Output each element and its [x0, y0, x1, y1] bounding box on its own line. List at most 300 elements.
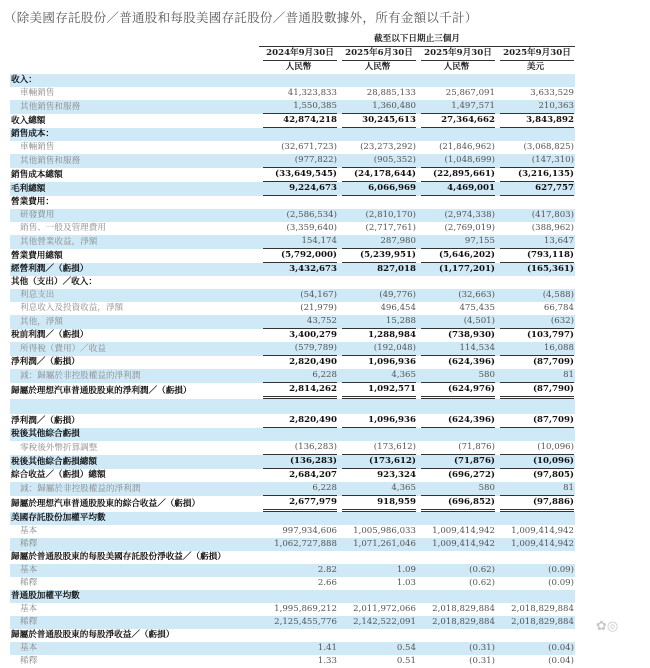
row-value [338, 399, 417, 414]
value-text: (71,876) [421, 455, 495, 469]
value-text [263, 276, 337, 289]
row-value [417, 302, 496, 315]
row-value [417, 577, 496, 590]
table-row [10, 455, 575, 469]
value-text: 1,288,984 [368, 330, 416, 340]
value-text: (0.04) [548, 643, 574, 653]
value-text [342, 74, 416, 87]
row-value [259, 525, 338, 538]
value-text: 0.51 [396, 656, 416, 666]
value-text [342, 590, 416, 603]
column-currency: 人民幣 [338, 61, 417, 74]
value-text: 3,432,673 [289, 264, 337, 274]
row-value [338, 235, 417, 249]
value-text: 15,288 [342, 315, 416, 329]
row-value [338, 289, 417, 302]
table-row [10, 469, 575, 482]
row-label: 收入： [10, 74, 259, 87]
row-value [417, 356, 496, 369]
table-row [10, 399, 575, 414]
row-label: 稅後其他綜合虧損總額 [10, 455, 259, 469]
table-row [10, 74, 575, 87]
row-value [417, 441, 496, 455]
row-value [417, 209, 496, 222]
row-value [417, 128, 496, 141]
row-value [259, 414, 338, 428]
row-value [496, 315, 575, 329]
value-text: (0.09) [548, 578, 574, 588]
row-value [338, 482, 417, 496]
table-row [10, 383, 575, 399]
value-text: (97,805) [532, 470, 574, 480]
value-text: (71,876) [421, 441, 495, 455]
row-value [338, 414, 417, 428]
value-text [500, 551, 574, 564]
row-value [259, 196, 338, 209]
header-period-row [10, 33, 575, 47]
value-text: (388,962) [531, 223, 574, 233]
row-value [259, 222, 338, 235]
table-row [10, 222, 575, 235]
value-text [500, 196, 574, 209]
row-value [496, 590, 575, 603]
table-row [10, 428, 575, 441]
row-value [496, 496, 575, 512]
value-text: (87,790) [500, 383, 574, 399]
row-value [259, 428, 338, 441]
value-text: 210,363 [500, 100, 574, 114]
value-text: (173,612) [342, 441, 416, 455]
value-text [263, 400, 337, 413]
row-value [496, 128, 575, 141]
row-value [338, 315, 417, 329]
value-text: (624,396) [447, 357, 495, 367]
row-value [259, 551, 338, 564]
row-label: 利息收入及投資收益，淨額 [20, 303, 124, 313]
table-row [10, 551, 575, 564]
value-text: (103,797) [526, 330, 574, 340]
column-currency: 人民幣 [259, 61, 338, 74]
row-value [417, 249, 496, 263]
value-text: 1,009,414,942 [511, 526, 574, 536]
row-label: 零稅後外幣折算調整 [20, 442, 98, 453]
row-value [259, 369, 338, 383]
value-text: (0.09) [548, 565, 574, 575]
row-value [259, 629, 338, 642]
value-text: (1,048,699) [421, 154, 495, 168]
value-text [421, 629, 495, 642]
value-text: 2,018,829,884 [511, 604, 574, 614]
row-value [417, 196, 496, 209]
row-value [496, 525, 575, 538]
value-text: 1,009,414,942 [432, 539, 495, 549]
row-value [417, 276, 496, 289]
value-text: (5,646,202) [421, 249, 495, 263]
row-value [417, 551, 496, 564]
row-value [259, 356, 338, 369]
row-value [496, 196, 575, 209]
row-label: 其他營業收益，淨額 [10, 235, 259, 249]
row-label: 營業費用總額 [11, 250, 63, 261]
value-text: 923,324 [377, 470, 416, 480]
row-value [417, 512, 496, 525]
value-text: 41,323,833 [287, 88, 337, 98]
value-text: (4,588) [542, 290, 574, 300]
income-statement-table [10, 33, 575, 668]
row-value [259, 590, 338, 603]
table-row [10, 525, 575, 538]
row-label: 其他銷售和服務 [10, 100, 259, 114]
value-text: 27,364,662 [421, 114, 495, 128]
value-text: (696,852) [421, 496, 495, 512]
row-value [417, 455, 496, 469]
row-value [338, 196, 417, 209]
table-row [10, 616, 575, 629]
row-value [259, 577, 338, 590]
row-value [338, 642, 417, 655]
row-value [259, 141, 338, 154]
value-text: 25,867,091 [445, 88, 495, 98]
table-row [10, 564, 575, 577]
column-currency: 美元 [496, 61, 575, 74]
value-text: (2,769,019) [444, 223, 495, 233]
row-value [259, 74, 338, 87]
row-label: 稀釋 [10, 616, 259, 629]
value-text: (4,501) [421, 315, 495, 329]
row-value [496, 235, 575, 249]
table-row [10, 577, 575, 590]
row-value [417, 603, 496, 616]
value-text: (22,895,661) [421, 168, 495, 182]
row-value [417, 525, 496, 538]
row-value [496, 642, 575, 655]
value-text [421, 551, 495, 564]
value-text: (2,974,338) [444, 210, 495, 220]
row-value [259, 289, 338, 302]
row-value [338, 629, 417, 642]
row-value [259, 329, 338, 342]
value-text [500, 512, 574, 525]
value-text: (21,846,962) [439, 142, 495, 152]
value-text [342, 512, 416, 525]
row-value [259, 315, 338, 329]
table-row [10, 235, 575, 249]
row-label: 稅前利潤／（虧損） [11, 330, 89, 340]
row-value [496, 141, 575, 154]
value-text [421, 428, 495, 441]
value-text: 2,018,829,884 [432, 617, 495, 627]
value-text: 2,142,522,091 [353, 617, 416, 627]
row-label: 基本 [20, 526, 38, 536]
value-text: 627,757 [500, 182, 574, 196]
row-value [496, 383, 575, 399]
row-label: 銷售成本總額 [11, 169, 63, 180]
value-text: 2.82 [317, 565, 337, 575]
value-text [421, 276, 495, 289]
value-text: (33,649,545) [263, 168, 337, 182]
row-value [496, 168, 575, 182]
row-value [338, 74, 417, 87]
row-label: 歸屬於理想汽車普通股股東的淨利潤／（虧損） [11, 385, 192, 396]
value-text: 496,454 [380, 303, 416, 313]
value-text: 2,677,979 [263, 496, 337, 512]
value-text: 28,885,133 [366, 88, 416, 98]
row-label: 綜合收益／（虧損）總額 [11, 470, 106, 480]
row-label: 車輛銷售 [20, 88, 55, 98]
value-text [421, 196, 495, 209]
watermark-icon: ✿◎ [596, 619, 619, 634]
value-text: 287,980 [342, 235, 416, 249]
table-row [10, 302, 575, 315]
row-value [338, 496, 417, 512]
row-value [338, 168, 417, 182]
units-note: （除美國存託股份／普通股和每股美國存託股份／普通股數據外，所有金額以千計） [4, 10, 478, 25]
value-text: 1,096,936 [368, 357, 416, 367]
row-value [338, 603, 417, 616]
row-value [417, 168, 496, 182]
value-text: 81 [500, 369, 574, 383]
value-text: 1.09 [396, 565, 416, 575]
row-value [259, 482, 338, 496]
row-value [338, 356, 417, 369]
row-value [417, 414, 496, 428]
table-row [10, 128, 575, 141]
value-text: 827,018 [377, 264, 416, 274]
value-text [421, 590, 495, 603]
row-value [417, 655, 496, 668]
period-header: 截至以下日期止三個月 [259, 33, 575, 47]
row-value [417, 315, 496, 329]
value-text [500, 128, 574, 141]
row-label: 歸屬於普通股股東的每股美國存託股份淨收益／（虧損） [11, 552, 226, 562]
value-text: (793,118) [500, 249, 574, 263]
row-value [417, 74, 496, 87]
row-label: 利息支出 [10, 289, 259, 302]
value-text [500, 428, 574, 441]
row-label: 普通股加權平均數 [10, 590, 259, 603]
value-text: (0.04) [548, 656, 574, 666]
row-value [259, 128, 338, 141]
row-value [496, 482, 575, 496]
value-text: 1,995,869,212 [274, 604, 337, 614]
row-value [338, 369, 417, 383]
value-text: (3,359,640) [286, 223, 337, 233]
table-row [10, 276, 575, 289]
value-text: (417,803) [531, 210, 574, 220]
value-text: 66,784 [543, 303, 574, 313]
row-value [496, 87, 575, 100]
value-text: 2,820,490 [289, 357, 337, 367]
header-date-row [10, 47, 575, 61]
row-value [496, 74, 575, 87]
value-text: (32,663) [458, 290, 495, 300]
table-row [10, 100, 575, 114]
row-value [259, 182, 338, 196]
value-text: (0.62) [469, 578, 495, 588]
row-value [259, 496, 338, 512]
value-text: (10,096) [500, 455, 574, 469]
value-text: 918,959 [342, 496, 416, 512]
table-row [10, 182, 575, 196]
value-text [500, 590, 574, 603]
row-value [496, 469, 575, 482]
row-value [338, 590, 417, 603]
row-value [259, 655, 338, 668]
row-value [259, 441, 338, 455]
row-value [496, 263, 575, 276]
row-value [417, 469, 496, 482]
row-value [417, 616, 496, 629]
value-text: (624,976) [421, 383, 495, 399]
value-text: 475,435 [459, 303, 495, 313]
row-value [417, 482, 496, 496]
value-text [342, 276, 416, 289]
row-value [496, 222, 575, 235]
value-text: 6,066,969 [342, 182, 416, 196]
value-text: 4,365 [342, 482, 416, 496]
table-row [10, 512, 575, 525]
value-text: 2,684,207 [289, 470, 337, 480]
row-value [259, 383, 338, 399]
row-value [259, 209, 338, 222]
row-label: 經營利潤／（虧損） [10, 263, 259, 276]
row-value [496, 414, 575, 428]
row-value [259, 616, 338, 629]
row-value [259, 114, 338, 128]
row-value [259, 603, 338, 616]
column-date: 2025年9月30日 [417, 47, 496, 61]
row-value [338, 538, 417, 551]
value-text [263, 512, 337, 525]
value-text: 9,224,673 [263, 182, 337, 196]
value-text [342, 128, 416, 141]
row-value [259, 168, 338, 182]
value-text: 1,092,571 [342, 383, 416, 399]
value-text: 1,096,936 [342, 414, 416, 428]
table-row [10, 342, 575, 356]
row-value [338, 329, 417, 342]
value-text [263, 128, 337, 141]
value-text [500, 276, 574, 289]
row-value [417, 369, 496, 383]
value-text: 580 [421, 482, 495, 496]
value-text [263, 428, 337, 441]
value-text [263, 196, 337, 209]
row-value [338, 100, 417, 114]
row-value [496, 100, 575, 114]
row-label: 稀釋 [20, 656, 38, 666]
value-text: 1,497,571 [421, 100, 495, 114]
value-text: 1,550,385 [263, 100, 337, 114]
table-row [10, 482, 575, 496]
row-value [496, 356, 575, 369]
table-row [10, 496, 575, 512]
value-text: 1,062,727,888 [274, 539, 337, 549]
table-row [10, 369, 575, 383]
row-value [417, 222, 496, 235]
table-row [10, 603, 575, 616]
value-text: 30,245,613 [342, 114, 416, 128]
row-value [417, 428, 496, 441]
value-text: 2.66 [317, 578, 337, 588]
table-row [10, 154, 575, 168]
value-text: (136,283) [263, 455, 337, 469]
row-value [496, 302, 575, 315]
value-text: 2,011,972,066 [353, 604, 416, 614]
table-row [10, 329, 575, 342]
row-label: 美國存託股份加權平均數 [10, 512, 259, 525]
row-label: 減：歸屬於非控股權益的淨利潤 [10, 369, 259, 383]
table-row [10, 289, 575, 302]
row-value [417, 538, 496, 551]
value-text: (10,096) [500, 441, 574, 455]
row-value [259, 276, 338, 289]
row-value [338, 342, 417, 356]
row-value [259, 342, 338, 356]
value-text: (0.31) [469, 643, 495, 653]
value-text: (165,361) [526, 264, 574, 274]
value-text: 1,005,986,033 [353, 526, 416, 536]
row-value [338, 383, 417, 399]
row-value [259, 399, 338, 414]
value-text: 2,820,490 [263, 414, 337, 428]
row-label: 歸屬於理想汽車普通股股東的綜合收益／（虧損） [11, 498, 201, 509]
value-text: 1,360,480 [342, 100, 416, 114]
value-text: (3,216,135) [500, 168, 574, 182]
value-text: (2,810,170) [365, 210, 416, 220]
row-value [338, 209, 417, 222]
row-value [417, 590, 496, 603]
row-value [496, 455, 575, 469]
row-value [338, 141, 417, 154]
value-text: 6,228 [263, 369, 337, 383]
row-value [417, 642, 496, 655]
row-label: 其他，淨額 [10, 315, 259, 329]
table-row [10, 114, 575, 128]
row-value [259, 455, 338, 469]
table-row [10, 168, 575, 182]
row-label: 所得稅（費用）／收益 [10, 342, 259, 356]
row-value [496, 209, 575, 222]
value-text: (87,709) [532, 357, 574, 367]
row-value [417, 329, 496, 342]
row-value [338, 222, 417, 235]
table-row [10, 642, 575, 655]
row-label: 稅後其他綜合虧損 [10, 428, 259, 441]
row-value [338, 551, 417, 564]
row-value [496, 629, 575, 642]
value-text: (54,167) [300, 290, 337, 300]
row-value [338, 302, 417, 315]
value-text: (696,272) [447, 470, 495, 480]
column-currency: 人民幣 [417, 61, 496, 74]
row-label [10, 399, 259, 414]
row-label: 基本 [20, 604, 38, 614]
value-text: (49,776) [379, 290, 416, 300]
row-value [496, 114, 575, 128]
value-text [342, 400, 416, 413]
row-value [496, 512, 575, 525]
row-value [338, 154, 417, 168]
row-value [259, 100, 338, 114]
row-value [338, 276, 417, 289]
row-value [259, 235, 338, 249]
row-value [417, 496, 496, 512]
value-text: 2,814,262 [263, 383, 337, 399]
value-text: (579,789) [263, 342, 337, 356]
value-text: 4,365 [342, 369, 416, 383]
value-text [342, 629, 416, 642]
